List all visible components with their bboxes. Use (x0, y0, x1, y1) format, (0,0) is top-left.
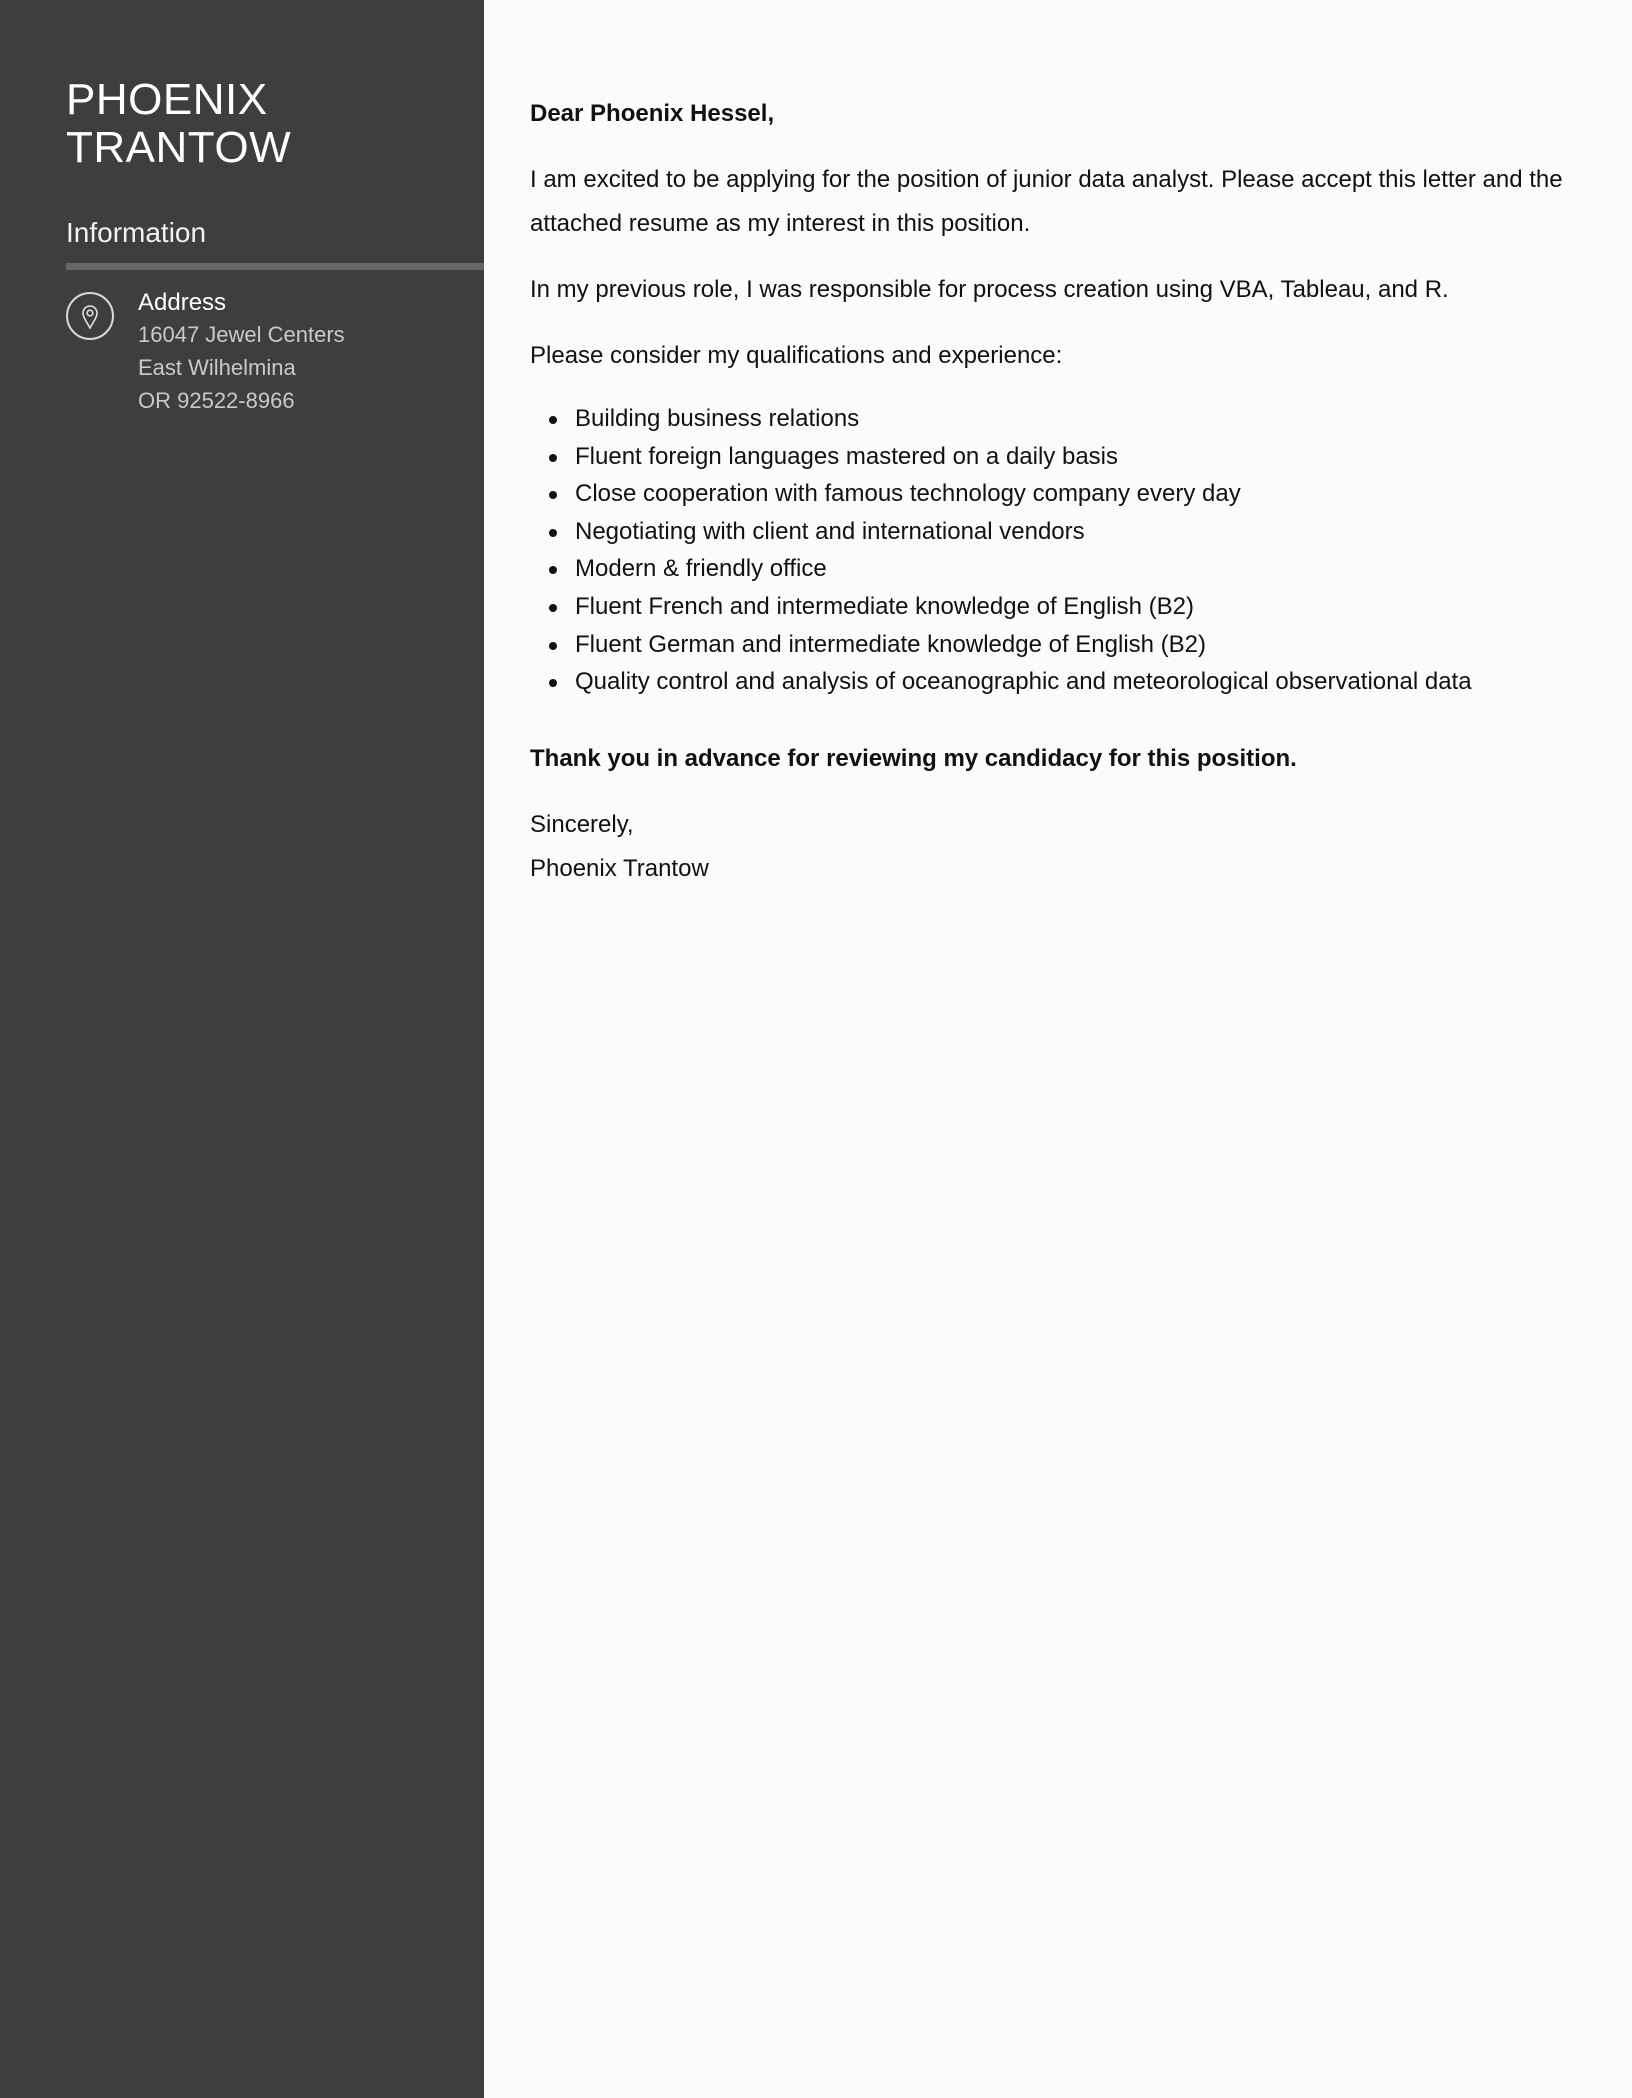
qualifications-intro: Please consider my qualifications and experience: (530, 342, 1063, 369)
address-line-3: OR 92522-8966 (138, 388, 295, 413)
address-text (138, 288, 345, 417)
signature-name: Phoenix Trantow (530, 854, 709, 882)
list-item: Fluent German and intermediate knowledge of English (B2) (530, 626, 1570, 664)
information-heading: Information (66, 217, 207, 248)
address-line-1: 16047 Jewel Centers (138, 322, 345, 347)
location-pin-icon (66, 292, 114, 340)
letter-body (530, 92, 1570, 891)
signoff: Sincerely, (530, 810, 634, 838)
salutation: Dear Phoenix Hessel, (530, 100, 775, 127)
sidebar (0, 0, 484, 2098)
intro-paragraph: I am excited to be applying for the position of junior data analyst. Please accept this letter and the attached resume as my interest in this position. (530, 166, 1563, 237)
list-item: Quality control and analysis of oceanographic and meteorological observational data (530, 663, 1570, 701)
qualifications-list (530, 400, 1570, 701)
closing-statement: Thank you in advance for reviewing my candidacy for this position. (530, 744, 1297, 772)
list-item: Building business relations (530, 400, 1570, 438)
information-divider (66, 263, 484, 270)
candidate-first-name: PHOENIX (66, 75, 268, 124)
list-item: Modern & friendly office (530, 550, 1570, 588)
candidate-last-name: TRANTOW (66, 123, 292, 172)
candidate-name (66, 76, 426, 172)
address-line-2: East Wilhelmina (138, 355, 296, 380)
address-block (66, 288, 466, 417)
letter-content (484, 0, 1632, 2098)
experience-paragraph: In my previous role, I was responsible for process creation using VBA, Tableau, and R. (530, 276, 1449, 303)
list-item: Fluent foreign languages mastered on a daily basis (530, 438, 1570, 476)
list-item: Negotiating with client and international vendors (530, 513, 1570, 551)
address-label: Address (138, 289, 227, 316)
list-item: Fluent French and intermediate knowledge of English (B2) (530, 588, 1570, 626)
list-item: Close cooperation with famous technology company every day (530, 475, 1570, 513)
